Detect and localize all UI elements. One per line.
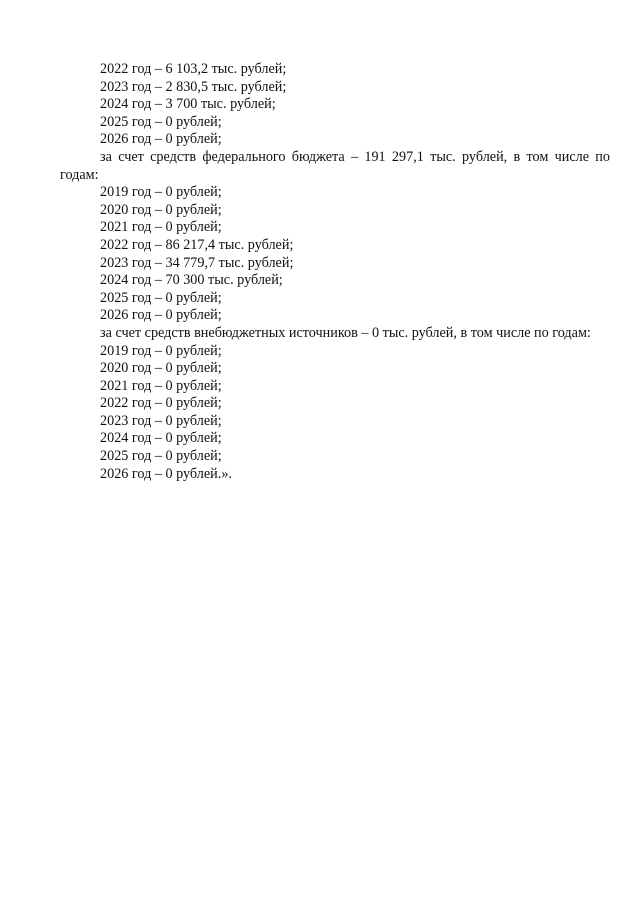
- federal-line-2020: 2020 год – 0 рублей;: [100, 201, 222, 218]
- extrabudget-line-2022: 2022 год – 0 рублей;: [100, 395, 222, 412]
- federal-line-2023: 2023 год – 34 779,7 тыс. рублей;: [100, 254, 294, 271]
- extrabudget-line-2026: 2026 год – 0 рублей.».: [100, 465, 232, 482]
- extrabudget-paragraph: за счет средств внебюджетных источников – 0 тыс. рублей, в том числе по годам:: [100, 324, 591, 341]
- federal-line-2019: 2019 год – 0 рублей;: [100, 184, 222, 201]
- federal-budget-paragraph: за счет средств федерального бюджета – 191 297,1 тыс. рублей, в том числе по годам:: [60, 148, 610, 183]
- regional-line-2024: 2024 год – 3 700 тыс. рублей;: [100, 96, 276, 113]
- regional-line-2026: 2026 год – 0 рублей;: [100, 131, 222, 148]
- document-body: [60, 61, 610, 483]
- extrabudget-line-2024: 2024 год – 0 рублей;: [100, 430, 222, 447]
- federal-line-2022: 2022 год – 86 217,4 тыс. рублей;: [100, 236, 294, 253]
- regional-line-2023: 2023 год – 2 830,5 тыс. рублей;: [100, 78, 287, 95]
- extrabudget-line-2020: 2020 год – 0 рублей;: [100, 360, 222, 377]
- federal-line-2026: 2026 год – 0 рублей;: [100, 307, 222, 324]
- regional-line-2022: 2022 год – 6 103,2 тыс. рублей;: [100, 61, 287, 77]
- federal-line-2025: 2025 год – 0 рублей;: [100, 289, 222, 306]
- federal-line-2024: 2024 год – 70 300 тыс. рублей;: [100, 272, 283, 289]
- extrabudget-line-2023: 2023 год – 0 рублей;: [100, 412, 222, 429]
- extrabudget-line-2019: 2019 год – 0 рублей;: [100, 342, 222, 359]
- extrabudget-line-2021: 2021 год – 0 рублей;: [100, 377, 222, 394]
- regional-line-2025: 2025 год – 0 рублей;: [100, 113, 222, 130]
- federal-line-2021: 2021 год – 0 рублей;: [100, 219, 222, 236]
- extrabudget-line-2025: 2025 год – 0 рублей;: [100, 448, 222, 465]
